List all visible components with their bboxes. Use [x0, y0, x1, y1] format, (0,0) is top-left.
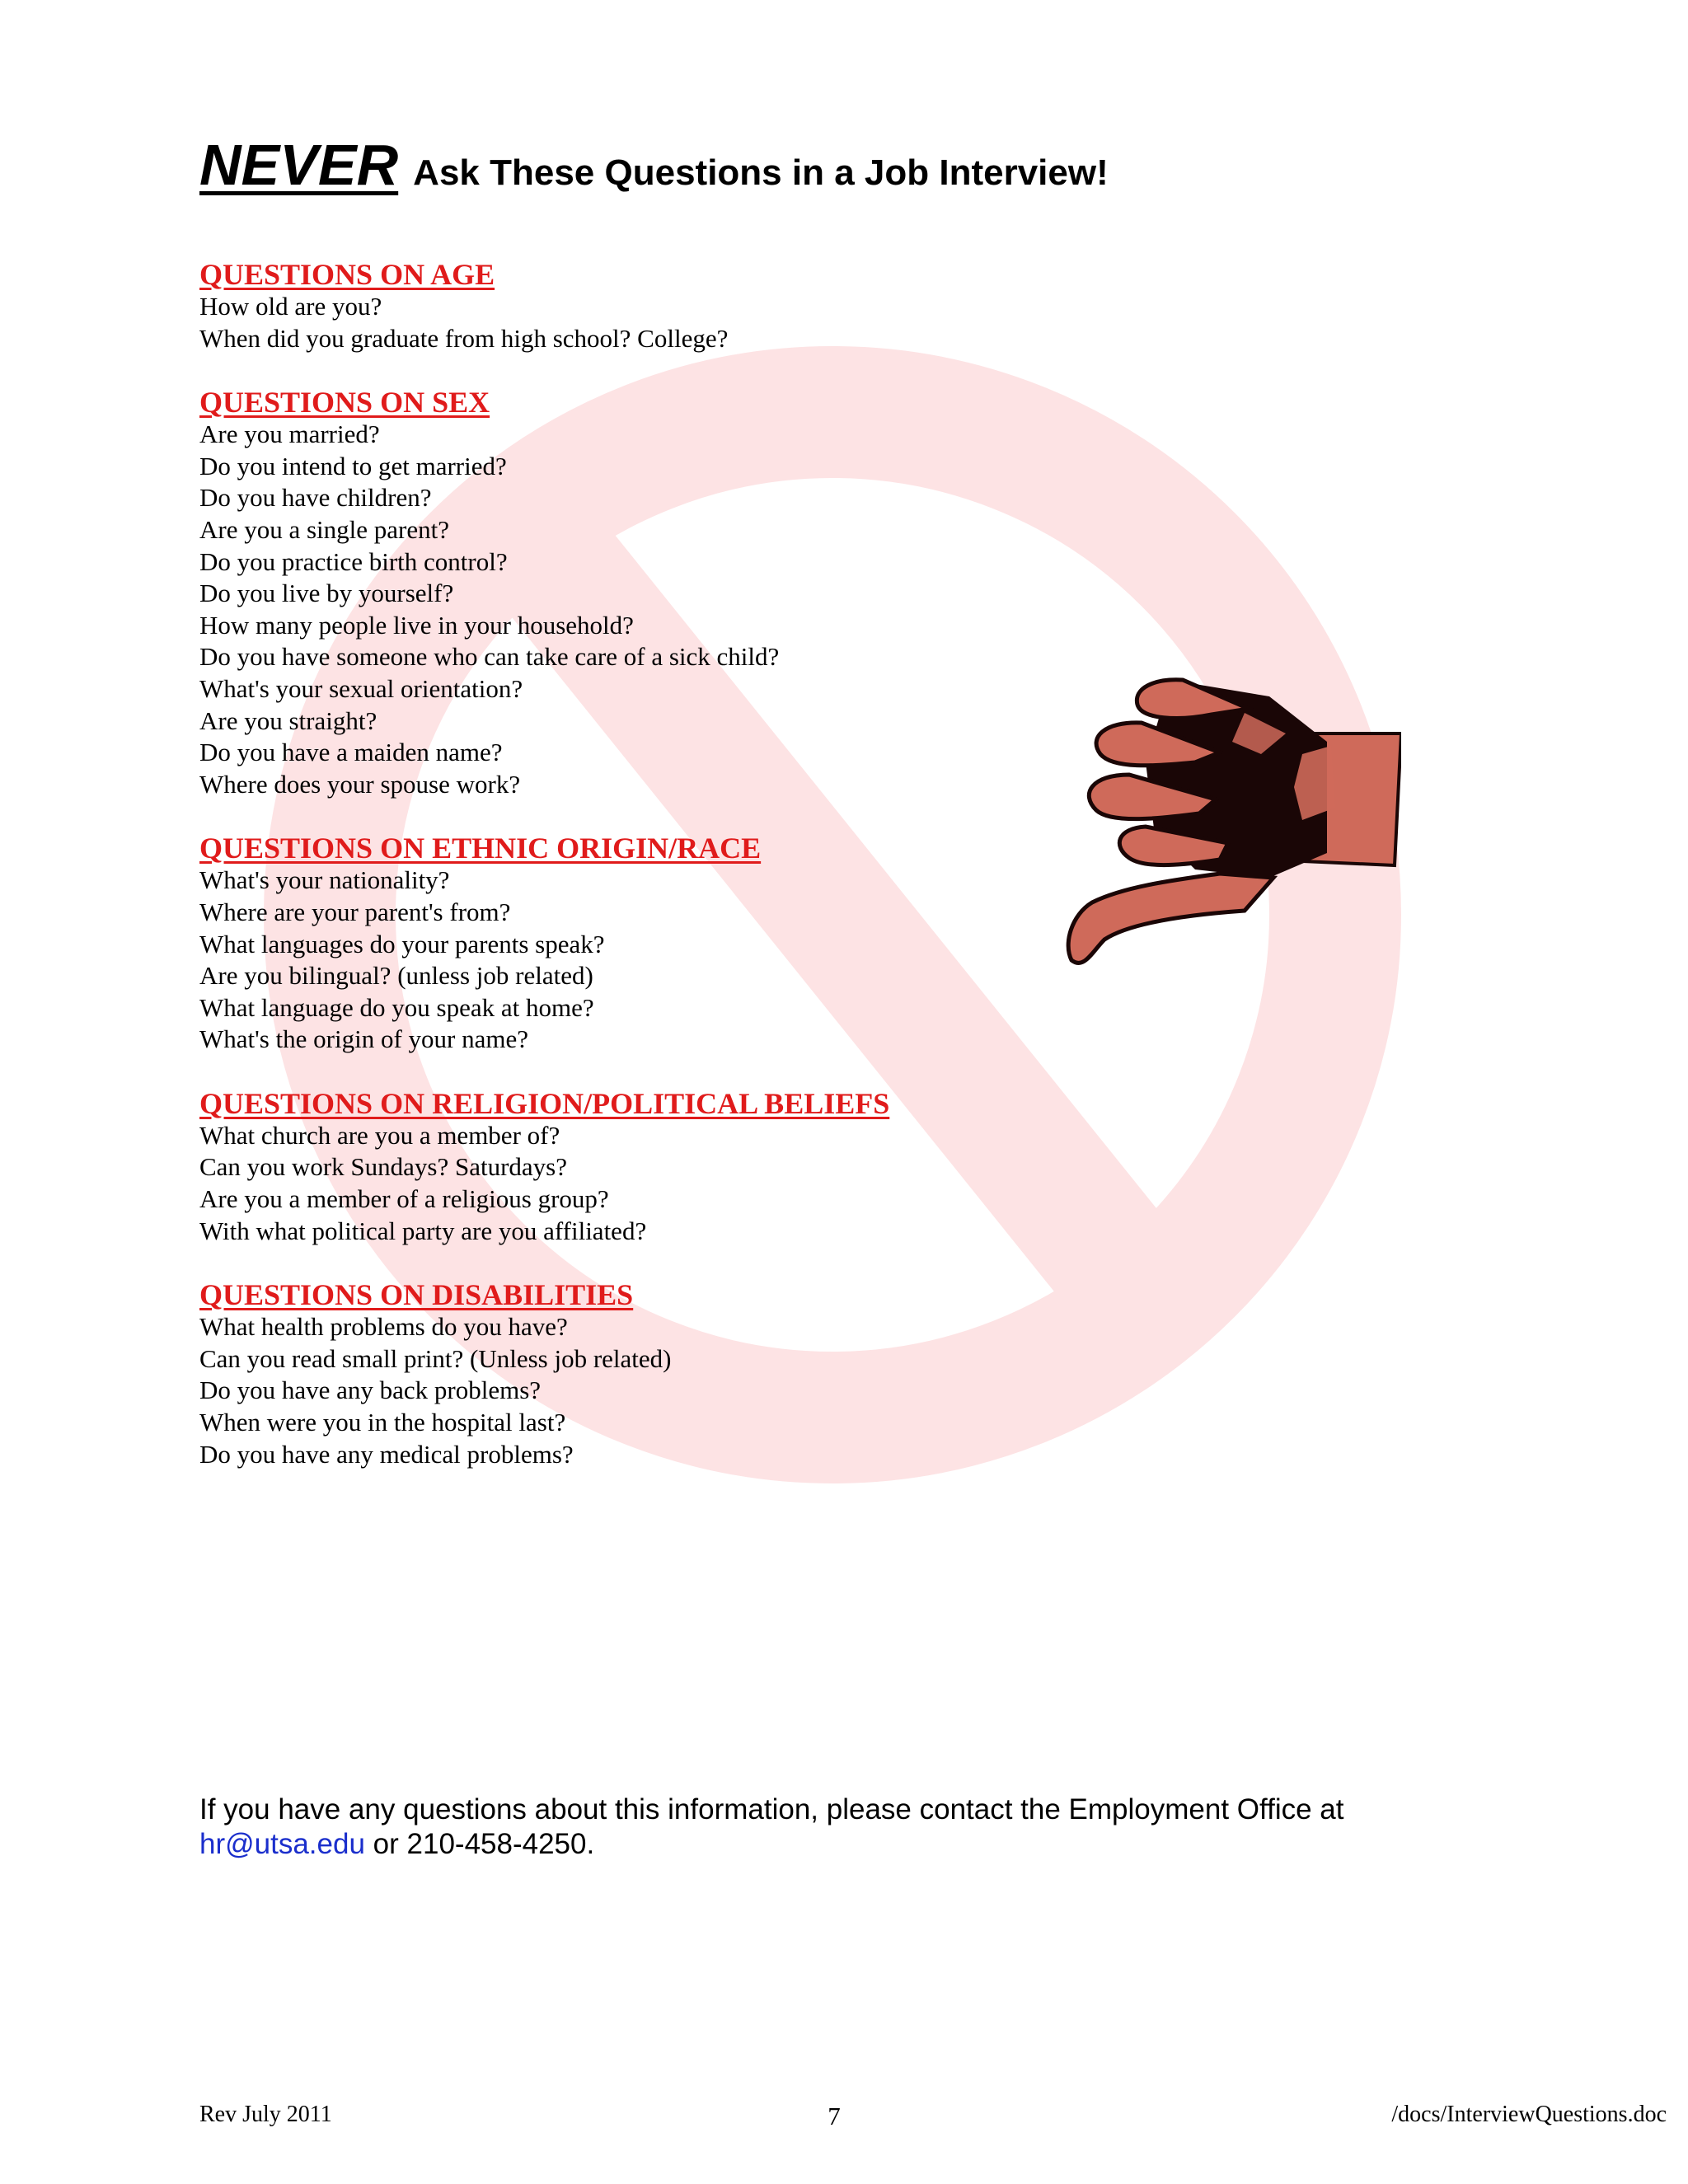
question-item: Where does your spouse work? — [199, 769, 521, 799]
question-item: Can you work Sundays? Saturdays? — [199, 1152, 567, 1182]
question-section — [199, 832, 889, 1056]
question-item: With what political party are you affiliated? — [199, 1216, 647, 1245]
question-sections — [199, 259, 889, 1502]
question-item: Are you a member of a religious group? — [199, 1184, 609, 1214]
question-section — [199, 1279, 889, 1470]
question-item: What's your nationality? — [199, 865, 450, 895]
question-item: Where are your parent's from? — [199, 897, 511, 926]
thumbs-down-icon — [1055, 663, 1401, 968]
section-heading: QUESTIONS ON ETHNIC ORIGIN/RACE — [199, 832, 762, 865]
footer-revision: Rev July 2011 — [199, 2102, 332, 2127]
question-item: How old are you? — [199, 292, 382, 321]
question-item: What languages do your parents speak? — [199, 929, 605, 958]
question-item: Do you have any medical problems? — [199, 1439, 574, 1469]
page-title — [199, 132, 1109, 198]
question-item: Do you have children? — [199, 483, 432, 513]
question-item: Can you read small print? (Unless job related) — [199, 1343, 672, 1373]
question-item: Do you have someone who can take care of a sick child? — [199, 642, 780, 672]
footer-path: /docs/InterviewQuestions.doc — [1391, 2102, 1667, 2127]
question-item: Are you married? — [199, 419, 380, 449]
question-item: Do you have a maiden name? — [199, 738, 503, 767]
question-item: What language do you speak at home? — [199, 992, 594, 1022]
phone-number: 210-458-4250. — [406, 1828, 595, 1860]
contact-details — [199, 1827, 1343, 1862]
question-section — [199, 1088, 889, 1247]
question-item: What's your sexual orientation? — [199, 673, 523, 703]
question-item: Do you practice birth control? — [199, 546, 508, 576]
section-heading: QUESTIONS ON SEX — [199, 386, 490, 419]
section-heading: QUESTIONS ON AGE — [199, 258, 495, 291]
contact-info — [199, 1793, 1343, 1862]
question-item: Are you a single parent? — [199, 514, 449, 544]
question-item: How many people live in your household? — [199, 610, 634, 640]
question-item: What health problems do you have? — [199, 1312, 568, 1342]
question-item: When were you in the hospital last? — [199, 1408, 566, 1437]
question-section — [199, 259, 889, 354]
contact-joiner: or — [364, 1828, 407, 1860]
question-item: What church are you a member of? — [199, 1120, 560, 1150]
question-item: Are you bilingual? (unless job related) — [199, 961, 593, 991]
email-link[interactable]: hr@utsa.edu — [199, 1828, 365, 1860]
footer-page-number: 7 — [828, 2102, 841, 2130]
question-item: Do you have any back problems? — [199, 1376, 542, 1405]
question-item: What's the origin of your name? — [199, 1024, 528, 1054]
question-item: Do you intend to get married? — [199, 451, 507, 480]
section-heading: QUESTIONS ON RELIGION/POLITICAL BELIEFS — [199, 1086, 890, 1120]
title-text: Ask These Questions in a Job Interview! — [413, 152, 1109, 193]
question-item: Do you live by yourself? — [199, 579, 454, 608]
contact-line: If you have any questions about this information, please contact the Employment Office at — [199, 1793, 1344, 1825]
title-emphasis: NEVER — [199, 133, 399, 197]
question-section — [199, 387, 889, 800]
page-footer — [199, 2102, 1667, 2135]
question-item: Are you straight? — [199, 705, 377, 735]
question-item: When did you graduate from high school? College? — [199, 323, 729, 353]
section-heading: QUESTIONS ON DISABILITIES — [199, 1278, 634, 1312]
